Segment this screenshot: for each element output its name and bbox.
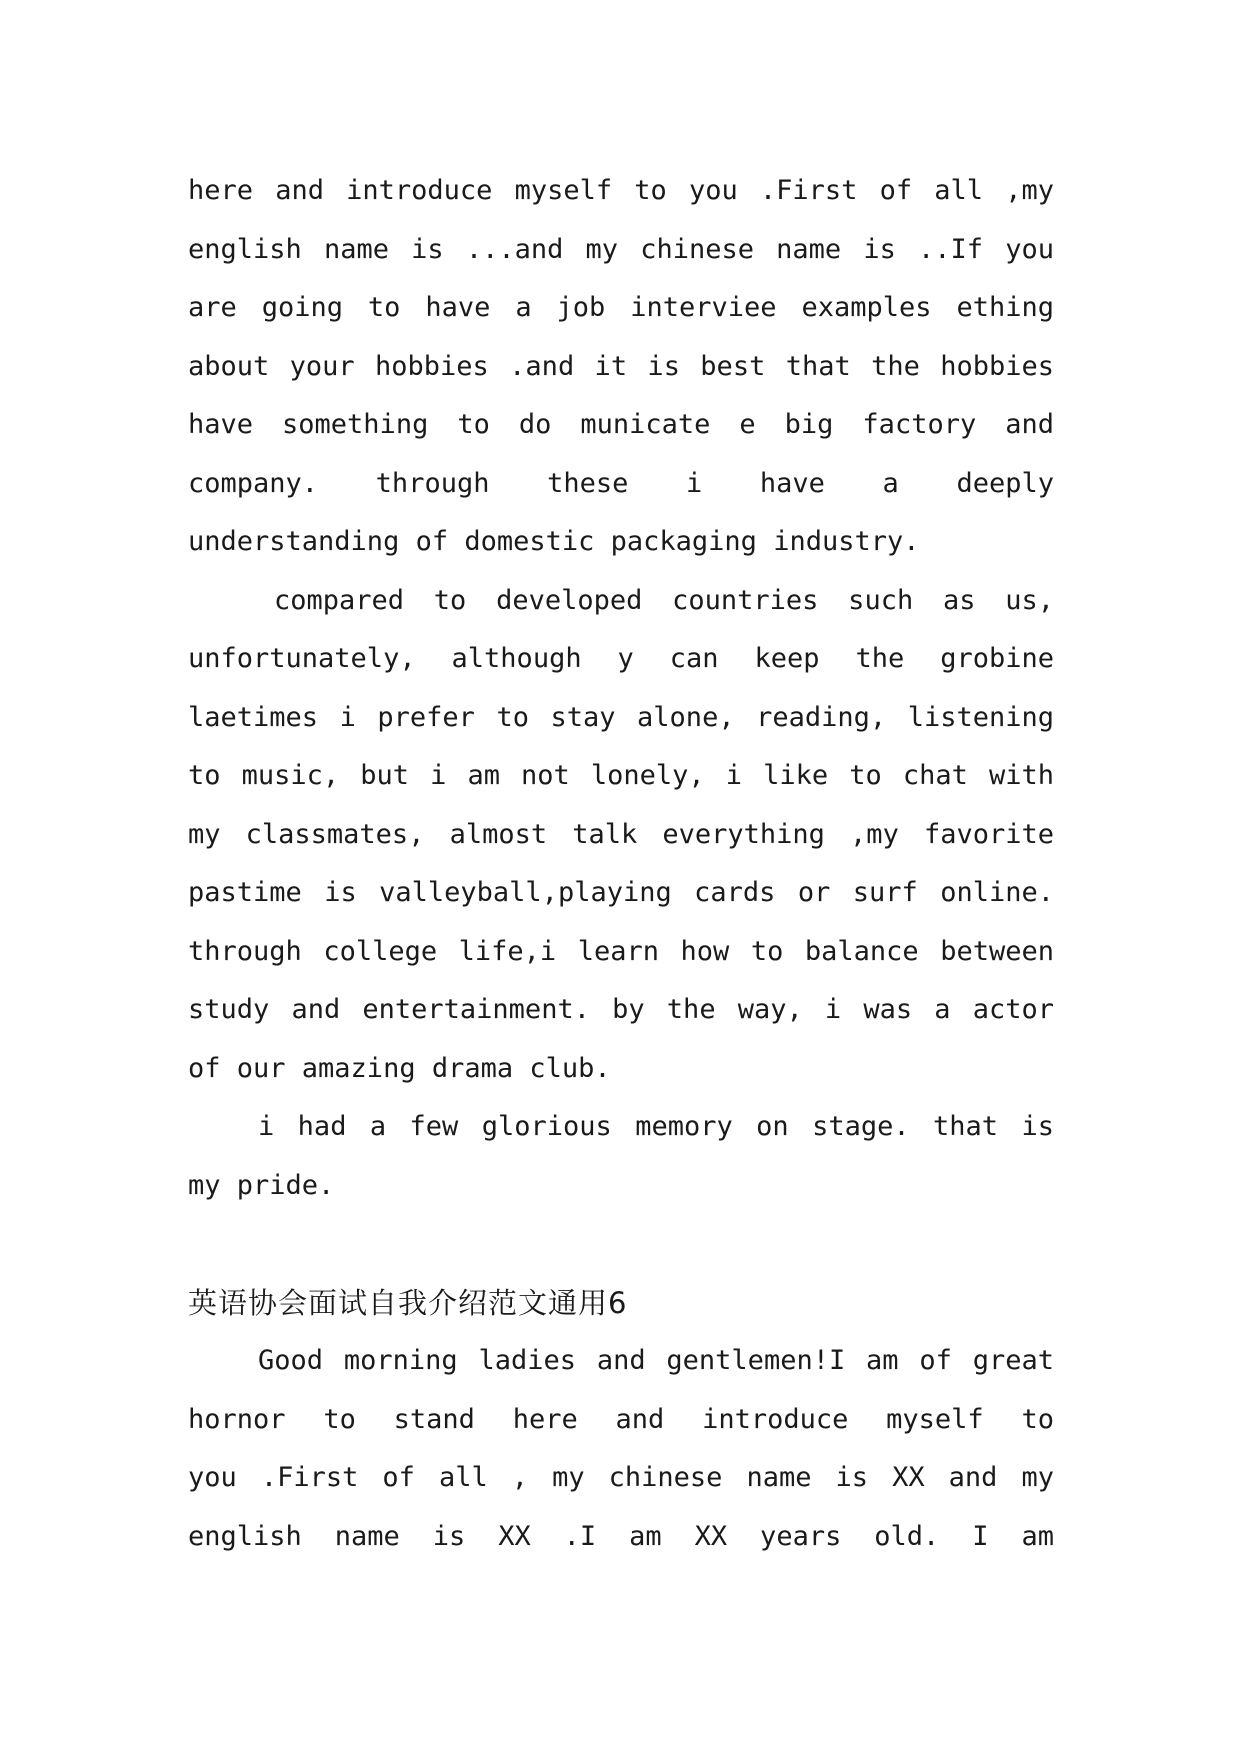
- text-line: about your hobbies .and it is best that the hobbies: [188, 350, 1054, 382]
- text-line: you .First of all , my chinese name is XX and my: [188, 1462, 1054, 1493]
- text-line: unfortunately, although y can keep the grobine: [188, 643, 1054, 674]
- text-line: company. through these i have a deeply: [188, 467, 1054, 499]
- text-line: pastime is valleyball,playing cards or surf online.: [188, 877, 1054, 908]
- section-heading: 英语协会面试自我介绍范文通用6: [188, 1285, 628, 1320]
- text-line: compared to developed countries such as us,: [274, 584, 1054, 616]
- paragraph-4: [188, 1332, 1054, 1566]
- text-line: here and introduce myself to you .First of all ,my: [188, 175, 1054, 206]
- text-line: my pride.: [188, 1169, 335, 1201]
- paragraph-3: [188, 1098, 1054, 1215]
- text-line: my classmates, almost talk everything ,my favorite: [188, 818, 1054, 850]
- text-line: through college life,i learn how to balance between: [188, 935, 1054, 967]
- text-line: english name is ...and my chinese name is ..If you: [188, 233, 1054, 265]
- text-line: i had a few glorious memory on stage. that is: [258, 1111, 1054, 1142]
- text-line: hornor to stand here and introduce myself to: [188, 1403, 1054, 1435]
- text-line: english name is XX .I am XX years old. I am: [188, 1520, 1054, 1552]
- text-line: laetimes i prefer to stay alone, reading, listening: [188, 701, 1054, 733]
- paragraph-2: [188, 572, 1054, 1099]
- text-line: to music, but i am not lonely, i like to chat with: [188, 760, 1054, 791]
- text-line: are going to have a job interviee examples ething: [188, 292, 1054, 323]
- text-line: of our amazing drama club.: [188, 1052, 611, 1084]
- text-line: have something to do municate e big factory and: [188, 409, 1054, 440]
- text-line: study and entertainment. by the way, i was a actor: [188, 994, 1054, 1025]
- document-body: [188, 162, 1054, 1566]
- paragraph-1: [188, 162, 1054, 572]
- text-line: Good morning ladies and gentlemen!I am of great: [258, 1345, 1054, 1376]
- text-line: understanding of domestic packaging industry.: [188, 526, 920, 557]
- section-spacer: [188, 1215, 1054, 1274]
